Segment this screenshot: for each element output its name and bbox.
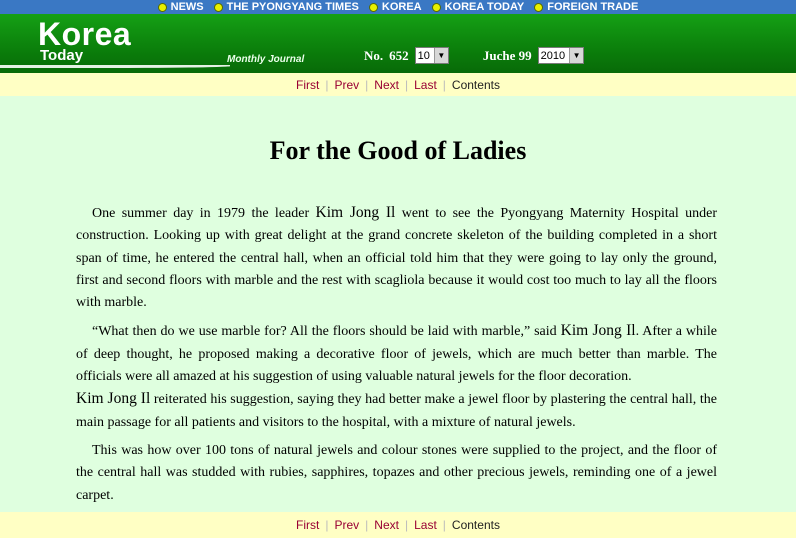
monthly-journal-label: Monthly Journal <box>227 54 305 65</box>
logo-korea[interactable]: Korea <box>38 16 132 52</box>
nav-pyongyang-times[interactable] <box>214 1 359 13</box>
bullet-icon <box>534 3 543 12</box>
nav-label: NEWS <box>170 1 204 13</box>
logo-today[interactable]: Today <box>40 47 84 64</box>
separator: | <box>442 77 446 92</box>
issue-number: 652 <box>389 47 409 63</box>
last-link[interactable]: Last <box>414 77 437 92</box>
masthead <box>0 14 796 73</box>
year-select-value: 2010 <box>540 49 566 62</box>
bullet-icon <box>214 3 223 12</box>
name-highlight: Kim Jong Il <box>315 204 396 221</box>
issue-label: No. <box>364 47 384 63</box>
name-highlight: Kim Jong Il <box>76 390 151 408</box>
chevron-down-icon: ▼ <box>569 48 583 63</box>
nav-korea-today[interactable] <box>432 1 525 13</box>
month-select-value: 10 <box>417 49 430 62</box>
separator: | <box>325 518 329 532</box>
contents-link[interactable]: Contents <box>451 518 500 532</box>
nav-foreign-trade[interactable] <box>534 1 638 13</box>
article-paragraph: “What then do we use marble for? All the floors should be laid with marble,” said Kim Jong Il. After a while of deep thought, he proposed making a decorative floor of jewels, which are much better than marble. The officials were all amazed at his suggestion of using valuable natural jewels for the floor decoration. Kim Jong Il reiterated his suggestion, saying they had better make a jewel floor by plastering the central hall, the main passage for all patients and visitors to the hospital, with a mixture of natural jewels. <box>76 322 717 430</box>
bullet-icon <box>369 3 378 12</box>
article-paragraph: This was how over 100 tons of natural jewels and colour stones were supplied to the project, and the floor of the central hall was studded with rubies, sapphires, topazes and other precious jewels, reminding one of a jewel carpet. <box>76 442 717 503</box>
prev-link[interactable]: Prev <box>334 77 360 92</box>
last-link[interactable]: Last <box>414 518 437 532</box>
bullet-icon <box>432 3 441 12</box>
separator: | <box>442 518 446 532</box>
name-highlight: Kim Jong Il <box>560 322 636 340</box>
pager-top <box>0 73 796 96</box>
article-title: For the Good of Ladies <box>269 136 527 165</box>
nav-label: KOREA TODAY <box>444 1 525 13</box>
article-body <box>76 202 717 513</box>
first-link[interactable]: First <box>296 77 320 92</box>
separator: | <box>325 77 329 92</box>
chevron-down-icon: ▼ <box>434 48 448 63</box>
year-select[interactable] <box>538 47 584 64</box>
separator: | <box>404 77 409 92</box>
next-link[interactable]: Next <box>374 77 399 92</box>
nav-label: KOREA <box>381 1 422 13</box>
contents-link[interactable]: Contents <box>451 77 500 92</box>
bullet-icon <box>158 3 167 12</box>
top-nav <box>0 0 796 14</box>
nav-label: FOREIGN TRADE <box>547 1 639 13</box>
next-link[interactable]: Next <box>374 518 399 532</box>
article-paragraph: One summer day in 1979 the leader Kim Jong Il went to see the Pyongyang Maternity Hospital under construction. Looking up with great delight at the grand concrete skeleton of the building completed in a short span of time, he entered the central hall, when an official told him that they were going to lay only the ground, first and second floors with marble and the rest with scagliola because it would cost too much to lay all the floors with marble. <box>76 204 718 311</box>
nav-news[interactable] <box>158 1 204 13</box>
juche-label: Juche 99 <box>482 47 532 63</box>
separator: | <box>365 518 369 532</box>
prev-link[interactable]: Prev <box>334 518 360 532</box>
separator: | <box>365 77 369 92</box>
nav-korea[interactable] <box>369 1 422 13</box>
issue-selector <box>364 47 584 64</box>
pager-bottom <box>0 512 796 538</box>
nav-label: THE PYONGYANG TIMES <box>226 1 359 13</box>
month-select[interactable] <box>415 47 449 64</box>
first-link[interactable]: First <box>296 518 320 532</box>
separator: | <box>404 518 409 532</box>
